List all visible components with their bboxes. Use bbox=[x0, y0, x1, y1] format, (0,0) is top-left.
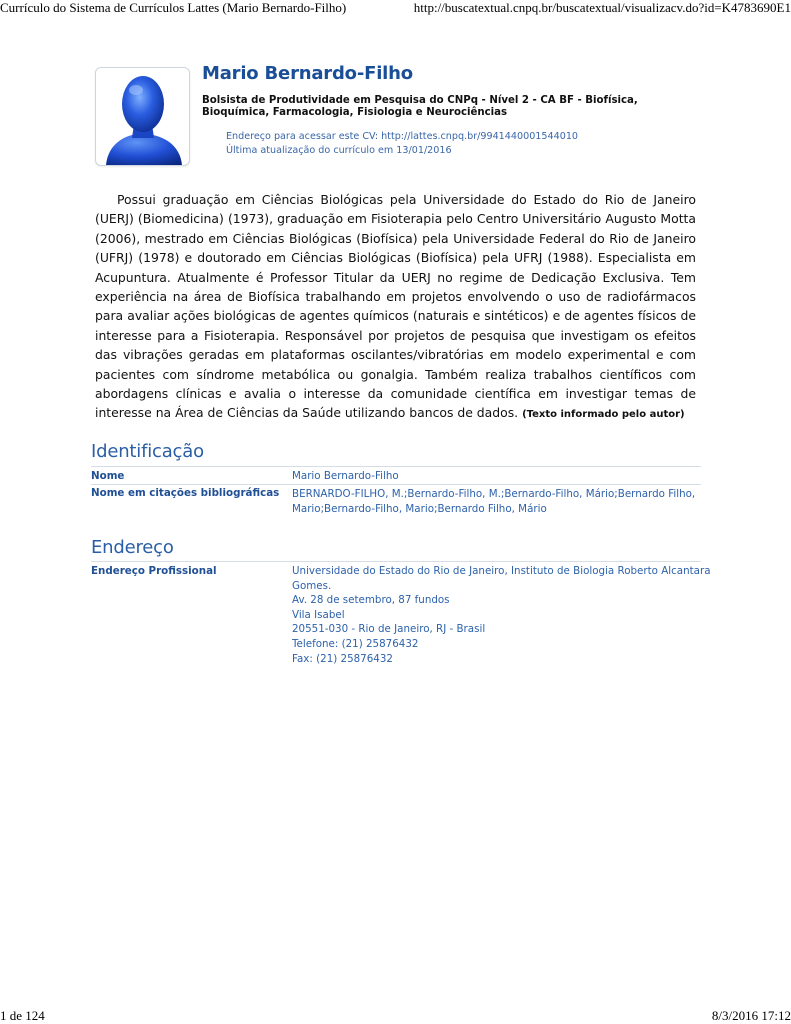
address-line: Vila Isabel bbox=[292, 608, 345, 621]
nome-value-text: Mario Bernardo-Filho bbox=[292, 470, 399, 482]
endereco-profissional-value bbox=[292, 564, 711, 666]
last-update: Última atualização do currículo em 13/01/2016 bbox=[226, 145, 452, 156]
address-line: Av. 28 de setembro, 87 fundos bbox=[292, 594, 450, 607]
divider bbox=[91, 561, 701, 562]
print-footer bbox=[0, 1008, 791, 1024]
address-line: Gomes. bbox=[292, 579, 332, 592]
citacoes-value bbox=[292, 487, 696, 516]
citacoes-line: Mario;Bernardo-Filho, Mario;Bernardo Filho, Mário bbox=[292, 502, 547, 515]
print-header bbox=[0, 0, 791, 16]
person-silhouette-icon bbox=[96, 68, 189, 165]
print-header-url: http://buscatextual.cnpq.br/buscatextual/visualizacv.do?id=K4783690E1 bbox=[413, 0, 791, 15]
divider bbox=[91, 484, 701, 485]
address-line: Universidade do Estado do Rio de Janeiro, Instituto de Biologia Roberto Alcantara bbox=[292, 565, 711, 577]
address-line: Fax: (21) 25876432 bbox=[292, 652, 393, 665]
endereco-profissional-label: Endereço Profissional bbox=[91, 565, 217, 577]
divider bbox=[91, 466, 701, 467]
resumo-paragraph bbox=[95, 190, 696, 425]
address-line: 20551-030 - Rio de Janeiro, RJ - Brasil bbox=[292, 623, 486, 636]
avatar bbox=[95, 67, 190, 166]
section-title-identificacao: Identificação bbox=[91, 441, 204, 462]
resumo-note: (Texto informado pelo autor) bbox=[522, 409, 685, 421]
section-title-endereco: Endereço bbox=[91, 537, 174, 558]
nome-label: Nome bbox=[91, 470, 125, 482]
cv-address-link[interactable]: Endereço para acessar este CV: http://lattes.cnpq.br/9941440001544010 bbox=[226, 131, 579, 142]
resumo-text: Possui graduação em Ciências Biológicas pela Universidade do Estado do Rio de Janeiro (UERJ) (Biomedicina) (1973), graduação em Fisioterapia pelo Centro Universitário Augusto Motta (2006), mestrado em Ciências Biológicas (Biofísica) pela Universidade Federal do Rio de Janeiro (UFRJ) (1978) e doutorado em Ciências Biológicas (Biofísica) pela UFRJ (1988). Especialista em Acupuntura. Atualmente é Professor Titular da UERJ no regime de Dedicação Exclusiva. Tem experiência na área de Biofísica trabalhando em projetos envolvendo o uso de radiofármacos para avaliar ações biológicas de agentes químicos (naturais e sintéticos) e de agentes físicos de interesse para a Fisioterapia. Responsável por projetos de pesquisa que investigam os efeitos das vibrações geradas em plataformas oscilantes/vibratórias em modelo experimental e com pacientes com síndrome metabólica ou gonalgia. Também realiza trabalhos científicos com abordagens clínicas e avalia o interesse da comunidade científica em investigar temas de interesse na Área de Ciências da Saúde utilizando bancos de dados. bbox=[95, 192, 696, 421]
print-header-title: Currículo do Sistema de Currículos Lattes (Mario Bernardo-Filho) bbox=[0, 0, 347, 15]
citacoes-line: BERNARDO-FILHO, M.;Bernardo-Filho, M.;Bernardo-Filho, Mário;Bernardo Filho, bbox=[292, 488, 696, 500]
profile-name: Mario Bernardo-Filho bbox=[202, 63, 413, 84]
print-datetime: 8/3/2016 17:12 bbox=[711, 1008, 791, 1023]
citacoes-label: Nome em citações bibliográficas bbox=[91, 487, 280, 499]
nome-value bbox=[292, 469, 692, 484]
bolsa-description: Bolsista de Produtividade em Pesquisa do CNPq - Nível 2 - CA BF - Biofísica, Bioquímica, Farmacologia, Fisiologia e Neurociências bbox=[202, 95, 638, 118]
address-line: Telefone: (21) 25876432 bbox=[292, 637, 419, 650]
cv-info bbox=[226, 130, 578, 158]
page-counter: 1 de 124 bbox=[0, 1008, 45, 1023]
